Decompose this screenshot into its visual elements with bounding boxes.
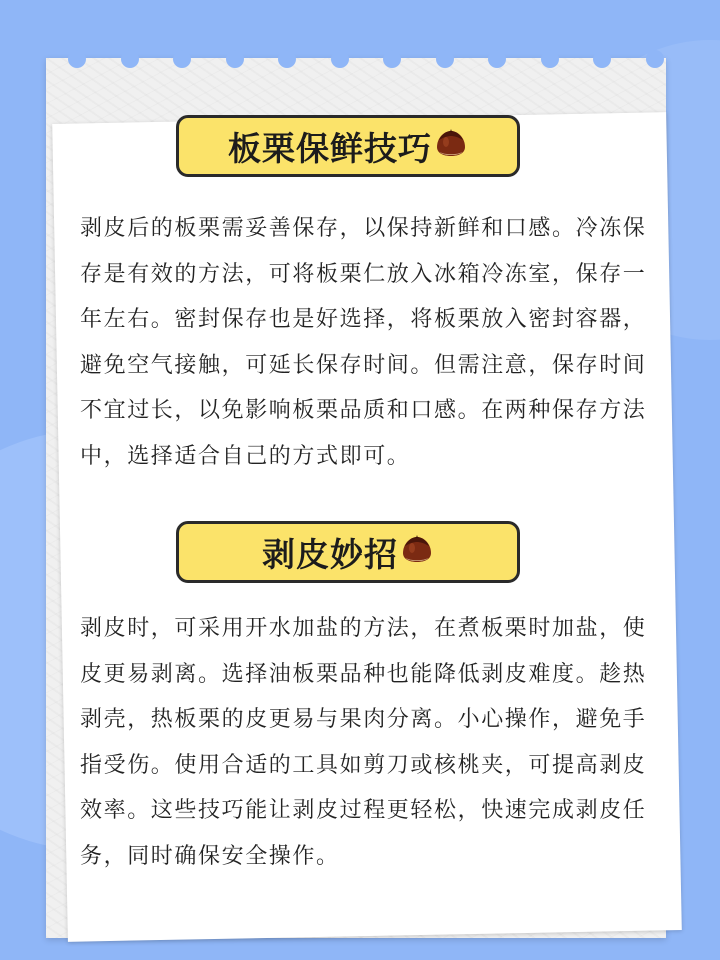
chestnut-icon bbox=[434, 127, 468, 166]
section-title: 板栗保鲜技巧 bbox=[228, 128, 432, 168]
section-body-text: 剥皮时，可采用开水加盐的方法，在煮板栗时加盐，使 皮更易剥离。选择油板栗品种也能降低剥皮难度。趁热 剥壳，热板栗的皮更易与果肉分离。小心操作，避免手 指受伤。使用合适的工具如剪刀或核桃夹，可提高剥皮 效率。这些技巧能让剥皮过程更轻松，快速完成剥皮任 务，同时确保安全操作。 bbox=[80, 616, 647, 869]
binding-hole bbox=[383, 50, 401, 68]
binding-hole bbox=[68, 50, 86, 68]
binding-hole bbox=[646, 50, 664, 68]
section-title: 剥皮妙招 bbox=[262, 534, 398, 574]
section-body-text: 剥皮后的板栗需妥善保存，以保持新鲜和口感。冷冻保 存是有效的方法，可将板栗仁放入冰箱冷冻室，保存一 年左右。密封保存也是好选择，将板栗放入密封容器， 避免空气接触，可延长保存时间。但需注意，保存时间 不宜过长，以免影响板栗品质和口感。在两种保存方法 中，选择适合自己的方式即可。 bbox=[80, 216, 647, 469]
notepad-binding-holes bbox=[46, 50, 666, 70]
section-title-tag bbox=[176, 115, 520, 177]
binding-hole bbox=[541, 50, 559, 68]
binding-hole bbox=[593, 50, 611, 68]
chestnut-icon bbox=[400, 533, 434, 572]
binding-hole bbox=[436, 50, 454, 68]
binding-hole bbox=[226, 50, 244, 68]
binding-hole bbox=[331, 50, 349, 68]
binding-hole bbox=[121, 50, 139, 68]
binding-hole bbox=[173, 50, 191, 68]
section-title-tag bbox=[176, 521, 520, 583]
binding-hole bbox=[278, 50, 296, 68]
binding-hole bbox=[488, 50, 506, 68]
